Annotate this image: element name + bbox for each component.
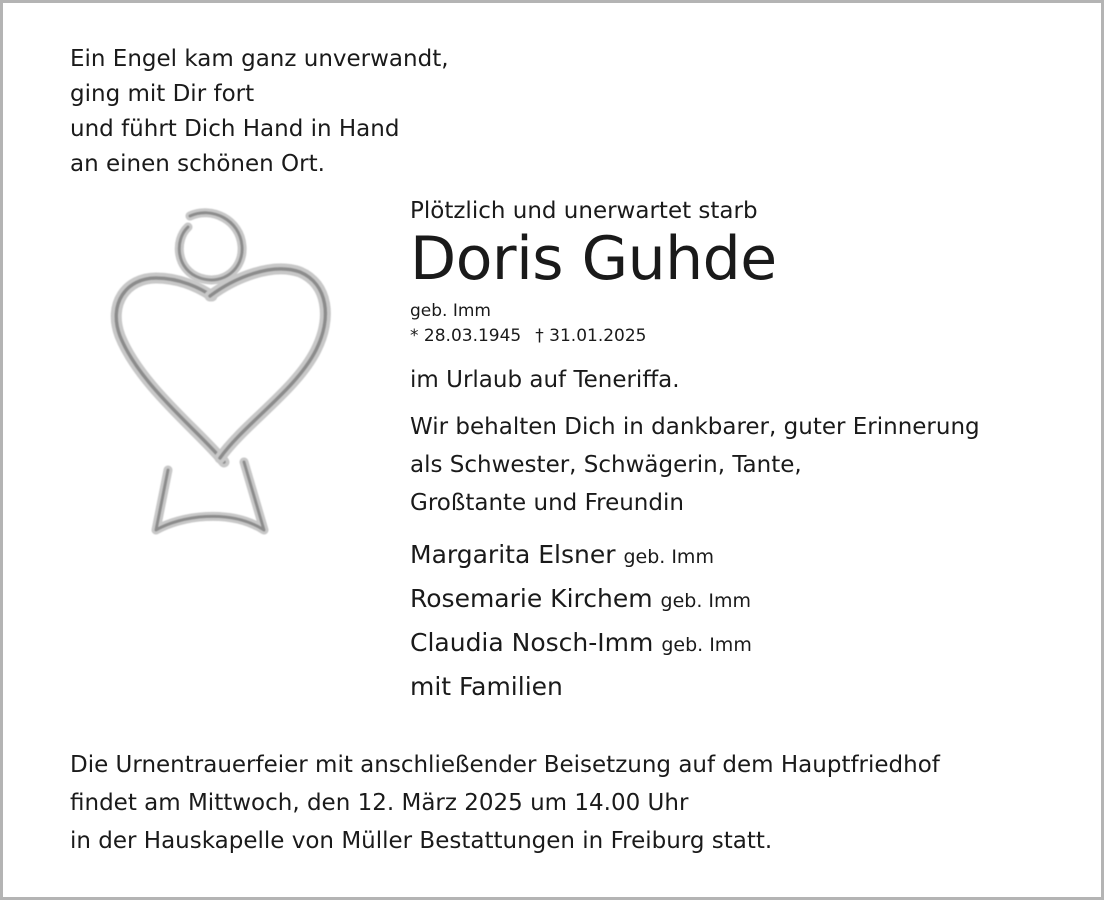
maiden-name: geb. Imm bbox=[410, 301, 491, 321]
angel-heart-icon bbox=[104, 200, 336, 540]
ceremony-line: in der Hauskapelle von Müller Bestattungen in Freiburg statt. bbox=[70, 828, 773, 854]
mourner-maiden: geb. Imm bbox=[623, 546, 714, 568]
ceremony-line: Die Urnentrauerfeier mit anschließender Beisetzung auf dem Hauptfriedhof bbox=[70, 752, 940, 778]
mourners-list bbox=[410, 534, 980, 708]
intro-text: Plötzlich und unerwartet starb bbox=[410, 198, 758, 224]
poem-line: und führt Dich Hand in Hand bbox=[70, 116, 400, 142]
poem-line: Ein Engel kam ganz unverwandt, bbox=[70, 46, 449, 72]
life-dates bbox=[410, 324, 980, 348]
poem bbox=[70, 42, 449, 182]
mourner-maiden: geb. Imm bbox=[660, 590, 752, 612]
death-place: im Urlaub auf Teneriffa. bbox=[410, 367, 680, 393]
tribute bbox=[410, 408, 980, 522]
mourner bbox=[410, 622, 980, 666]
ceremony-info bbox=[70, 746, 940, 860]
ceremony-line: findet am Mittwoch, den 12. März 2025 um 14.00 Uhr bbox=[70, 790, 689, 816]
birth-date: * 28.03.1945 bbox=[410, 326, 522, 346]
mourner bbox=[410, 534, 980, 578]
mourner-name: Rosemarie Kirchem bbox=[410, 584, 653, 613]
mourner-name: Claudia Nosch-Imm bbox=[410, 628, 654, 657]
mourner-name: Margarita Elsner bbox=[410, 540, 616, 569]
death-date: † 31.01.2025 bbox=[535, 326, 647, 346]
mourner-name: mit Familien bbox=[410, 672, 563, 701]
mourner bbox=[410, 578, 980, 622]
tribute-line: Wir behalten Dich in dankbarer, guter Erinnerung bbox=[410, 414, 980, 440]
deceased-name: Doris Guhde bbox=[410, 224, 777, 294]
notice-main bbox=[410, 196, 980, 708]
mourner bbox=[410, 666, 980, 708]
tribute-line: Großtante und Freundin bbox=[410, 490, 684, 516]
poem-line: ging mit Dir fort bbox=[70, 81, 255, 107]
tribute-line: als Schwester, Schwägerin, Tante, bbox=[410, 452, 802, 478]
poem-line: an einen schönen Ort. bbox=[70, 151, 325, 177]
mourner-maiden: geb. Imm bbox=[661, 634, 752, 656]
